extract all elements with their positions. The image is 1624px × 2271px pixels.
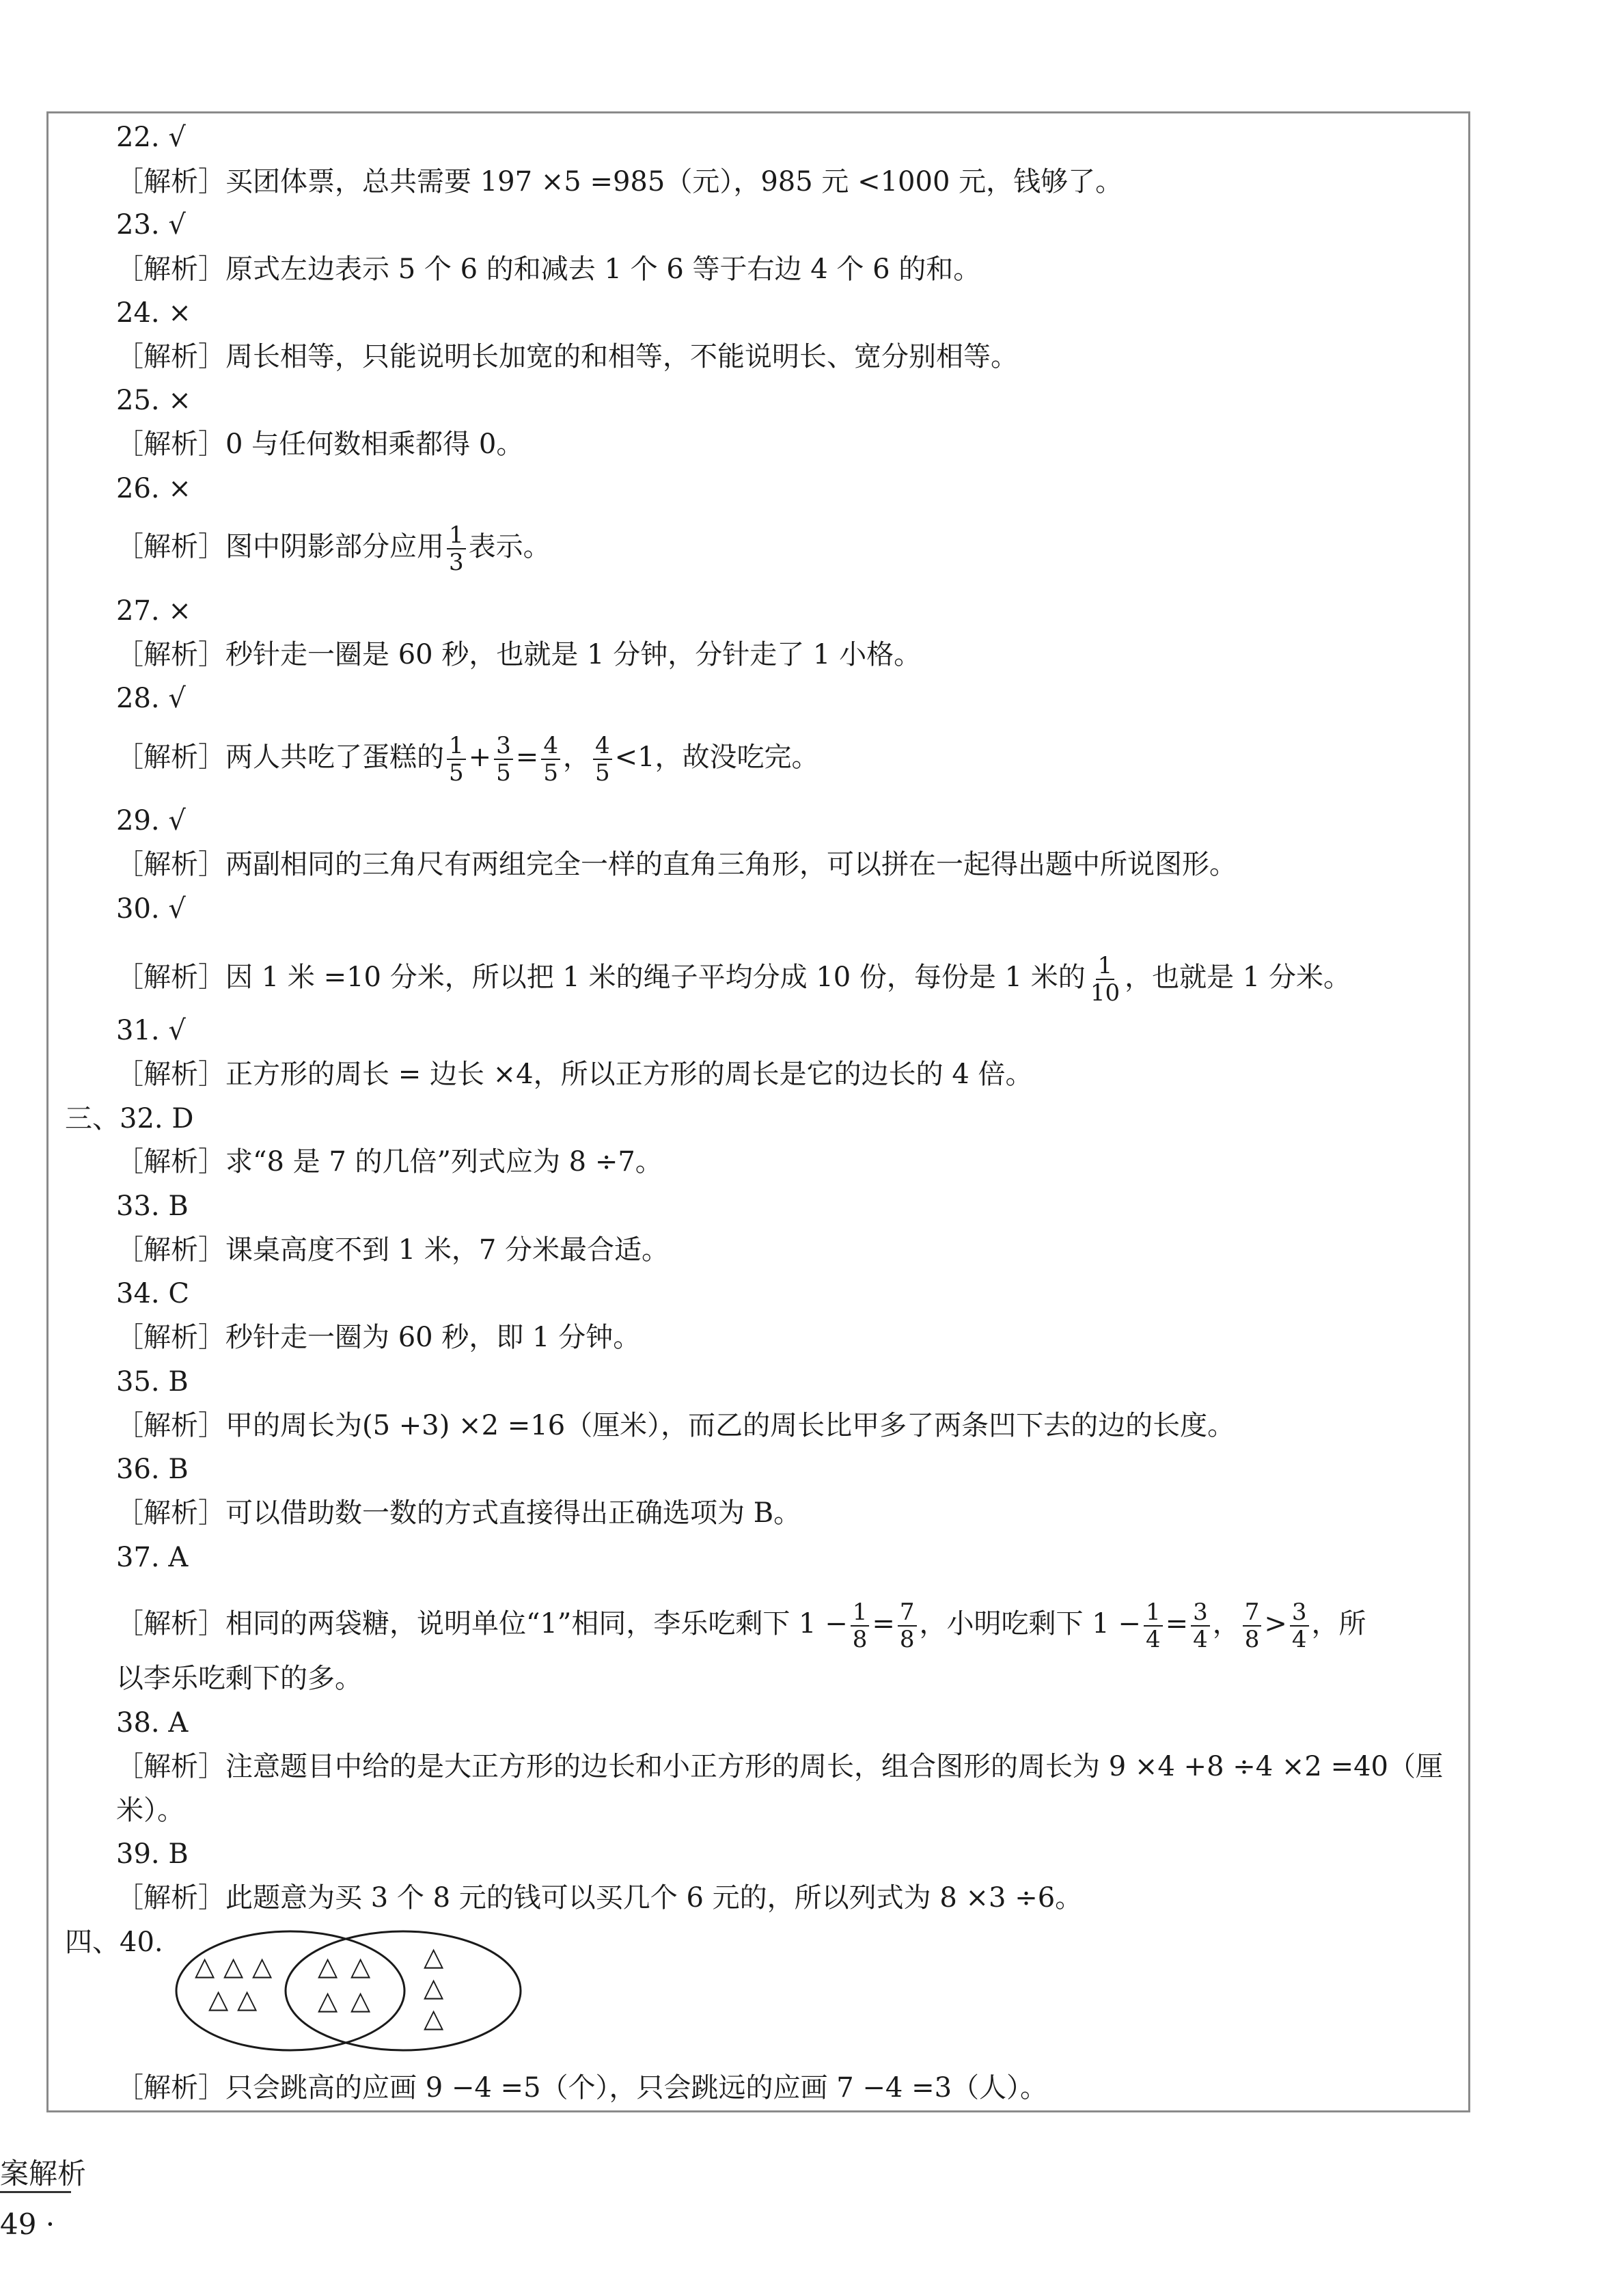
question-33: 33. B — [116, 1191, 189, 1222]
footer-label: 案解析 — [0, 2157, 87, 2190]
fraction: $\frac{1}{4}$ — [1144, 1599, 1163, 1653]
fraction: $\frac{1}{10}$ — [1090, 952, 1120, 1007]
triangle-icon: △ — [424, 1942, 444, 1972]
fraction: $\frac{1}{8}$ — [851, 1599, 870, 1653]
question-26: 26. × — [116, 473, 191, 504]
section-3-question-32: 三、32. D — [65, 1103, 194, 1134]
question-27: 27. × — [116, 595, 191, 627]
triangle-icon: △ — [350, 1985, 371, 2015]
analysis-24: ［解析］周长相等，只能说明长加宽的和相等，不能说明长、宽分别相等。 — [116, 341, 1018, 372]
question-35: 35. B — [116, 1366, 189, 1398]
triangle-icon: △ — [237, 1984, 258, 2014]
analysis-22: ［解析］买团体票，总共需要 197 ×5 =985（元），985 元 <1000 元，钱够了。 — [116, 166, 1123, 198]
fraction: $\frac{4}{5}$ — [541, 733, 560, 786]
question-29: 29. √ — [116, 805, 186, 837]
question-36: 36. B — [116, 1454, 189, 1485]
analysis-40: ［解析］只会跳高的应画 9 −4 =5（个），只会跳远的应画 7 −4 =3（人）。 — [116, 2072, 1048, 2104]
question-37: 37. A — [116, 1542, 189, 1573]
venn-diagram — [174, 1926, 523, 2056]
analysis-28: ［解析］两人共吃了蛋糕的 $\frac{1}{5}$ + $\frac{3}{5}$ = $\frac{4}{5}$ ， $\frac{4}{5}$ <1，故没吃完。 — [116, 732, 819, 787]
analysis-25: ［解析］0 与任何数相乘都得 0。 — [116, 429, 524, 460]
analysis-37: ［解析］相同的两袋糖，说明单位“1”相同，李乐吃剩下 1 − $\frac{1}{8}$ = $\frac{7}{8}$ ，小明吃剩下 1 − $\frac{1}{4}$ = $\frac{3}{4}$ ， $\frac{7}{8}$ > $\frac{3}{4}$ ，所 — [116, 1599, 1366, 1653]
question-28: 28. √ — [116, 683, 186, 714]
question-30: 30. √ — [116, 893, 186, 925]
analysis-38: ［解析］注意题目中给的是大正方形的边长和小正方形的周长，组合图形的周长为 9 ×4 +8 ÷4 ×2 =40（厘 — [116, 1751, 1444, 1782]
analysis-34: ［解析］秒针走一圈为 60 秒，即 1 分钟。 — [116, 1322, 641, 1353]
fraction: $\frac{7}{8}$ — [898, 1599, 917, 1653]
analysis-30: ［解析］因 1 米 =10 分米，所以把 1 米的绳子平均分成 10 份，每份是 1 米的 $\frac{1}{10}$ ，也就是 1 分米。 — [116, 952, 1351, 1007]
triangle-icon: △ — [318, 1951, 338, 1981]
triangle-icon: △ — [252, 1951, 273, 1981]
triangle-icon: △ — [318, 1985, 338, 2015]
triangle-icon: △ — [424, 1972, 444, 2002]
fraction: $\frac{3}{5}$ — [494, 733, 513, 786]
question-24: 24. × — [116, 297, 191, 329]
question-39: 39. B — [116, 1838, 189, 1870]
answer-frame — [46, 111, 1470, 2112]
analysis-35: ［解析］甲的周长为(5 +3) ×2 =16（厘米），而乙的周长比甲多了两条凹下去的边的长度。 — [116, 1410, 1235, 1441]
analysis-39: ［解析］此题意为买 3 个 8 元的钱可以买几个 6 元的，所以列式为 8 ×3 ÷6。 — [116, 1882, 1083, 1914]
question-25: 25. × — [116, 385, 191, 416]
triangle-icon: △ — [223, 1951, 244, 1981]
analysis-26: ［解析］图中阴影部分应用 $\frac{1}{3}$ 表示。 — [116, 521, 551, 576]
fraction: $\frac{4}{5}$ — [593, 733, 612, 786]
fraction: $\frac{7}{8}$ — [1243, 1599, 1262, 1653]
analysis-32: ［解析］求“8 是 7 的几倍”列式应为 8 ÷7。 — [116, 1146, 663, 1178]
question-22: 22. √ — [116, 122, 186, 153]
section-4-question-40: 四、40. — [65, 1927, 163, 1958]
analysis-33: ［解析］课桌高度不到 1 米，7 分米最合适。 — [116, 1234, 670, 1266]
analysis-31: ［解析］正方形的周长 = 边长 ×4，所以正方形的周长是它的边长的 4 倍。 — [116, 1059, 1033, 1090]
fraction: $\frac{3}{4}$ — [1191, 1599, 1210, 1653]
fraction: $\frac{1}{3}$ — [447, 522, 466, 575]
triangle-icon: △ — [424, 2003, 444, 2033]
question-31: 31. √ — [116, 1015, 186, 1046]
page-number: 49 · — [0, 2207, 55, 2241]
triangle-icon: △ — [350, 1951, 371, 1981]
analysis-38-continued: 米）。 — [116, 1795, 184, 1826]
analysis-36: ［解析］可以借助数一数的方式直接得出正确选项为 B。 — [116, 1497, 801, 1529]
analysis-23: ［解析］原式左边表示 5 个 6 的和减去 1 个 6 等于右边 4 个 6 的和。 — [116, 254, 981, 285]
footer-divider — [0, 2191, 71, 2193]
analysis-27: ［解析］秒针走一圈是 60 秒，也就是 1 分钟，分针走了 1 小格。 — [116, 639, 922, 670]
analysis-29: ［解析］两副相同的三角尺有两组完全一样的直角三角形，可以拼在一起得出题中所说图形。 — [116, 849, 1237, 880]
question-34: 34. C — [116, 1278, 189, 1309]
fraction: $\frac{3}{4}$ — [1290, 1599, 1309, 1653]
question-23: 23. √ — [116, 209, 186, 241]
triangle-icon: △ — [195, 1951, 215, 1981]
analysis-37-continued: 以李乐吃剩下的多。 — [116, 1663, 362, 1694]
question-38: 38. A — [116, 1707, 189, 1739]
triangle-icon: △ — [208, 1984, 229, 2014]
fraction: $\frac{1}{5}$ — [447, 733, 466, 786]
